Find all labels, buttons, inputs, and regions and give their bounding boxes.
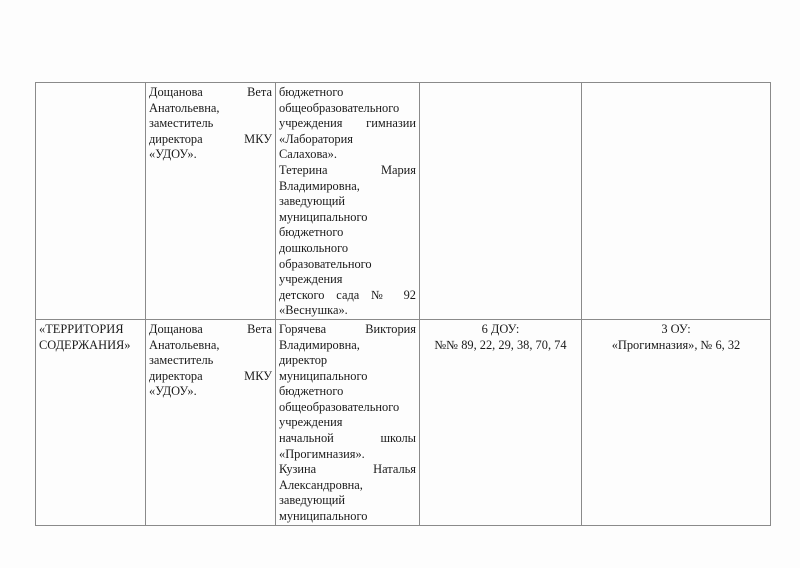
text-line: начальной школы xyxy=(279,431,416,446)
text-line: Владимировна, xyxy=(279,337,360,352)
text-line: заведующий xyxy=(279,493,346,508)
text-line: общеобразовательного xyxy=(279,399,400,414)
territory-name: СОДЕРЖАНИЯ» xyxy=(39,337,131,352)
text-line: «УДОУ». xyxy=(149,147,197,162)
ou-count: 3 ОУ: xyxy=(661,321,691,336)
text-line: детского сада № 92 xyxy=(279,287,416,302)
assignment-table xyxy=(35,82,771,526)
text-line: Тетерина Мария xyxy=(279,162,416,177)
text-line: директора МКУ xyxy=(149,131,272,146)
text-line: «Веснушка». xyxy=(279,303,348,318)
text-line: заместитель xyxy=(149,353,214,368)
territory-cell xyxy=(36,83,146,320)
text-line: Анатольевна, xyxy=(149,100,220,115)
text-line: заведующий xyxy=(279,194,346,209)
text-line: Анатольевна, xyxy=(149,337,220,352)
text-line: муниципального xyxy=(279,509,368,524)
text-line: Владимировна, xyxy=(279,178,360,193)
heads-cell xyxy=(276,83,420,320)
ou-cell xyxy=(582,83,771,320)
text-line: муниципального xyxy=(279,368,368,383)
ou-numbers: «Прогимназия», № 6, 32 xyxy=(611,337,741,352)
text-line: Кузина Наталья xyxy=(279,462,416,477)
text-line: муниципального xyxy=(279,209,368,224)
text-line: бюджетного xyxy=(279,384,344,399)
territory-cell xyxy=(36,319,146,525)
text-line: образовательного xyxy=(279,256,372,271)
text-line: директора МКУ xyxy=(149,368,272,383)
text-line: «Прогимназия». xyxy=(279,446,365,461)
text-line: общеобразовательного xyxy=(279,100,400,115)
territory-name: «ТЕРРИТОРИЯ xyxy=(39,321,124,336)
text-line: бюджетного xyxy=(279,85,344,99)
text-line: Дощанова Вета xyxy=(149,85,272,99)
dou-cell xyxy=(420,83,582,320)
dou-cell xyxy=(420,319,582,525)
text-line: Салахова». xyxy=(279,147,337,162)
text-line: учреждения гимназии xyxy=(279,116,416,131)
text-line: дошкольного xyxy=(279,240,349,255)
table-row xyxy=(36,319,771,525)
curator-cell xyxy=(146,319,276,525)
heads-cell xyxy=(276,319,420,525)
text-line: учреждения xyxy=(279,272,343,287)
text-line: Дощанова Вета xyxy=(149,321,272,336)
text-line: заместитель xyxy=(149,116,214,131)
text-line: учреждения xyxy=(279,415,343,430)
text-line: директор xyxy=(279,353,328,368)
text-line: «Лаборатория xyxy=(279,131,353,146)
text-line: «УДОУ». xyxy=(149,384,197,399)
text-line: бюджетного xyxy=(279,225,344,240)
ou-cell xyxy=(582,319,771,525)
text-line: Горячева Виктория xyxy=(279,321,416,336)
dou-count: 6 ДОУ: xyxy=(481,321,520,336)
curator-cell xyxy=(146,83,276,320)
dou-numbers: №№ 89, 22, 29, 38, 70, 74 xyxy=(434,337,567,352)
text-line: Александровна, xyxy=(279,477,363,492)
table-row xyxy=(36,83,771,320)
